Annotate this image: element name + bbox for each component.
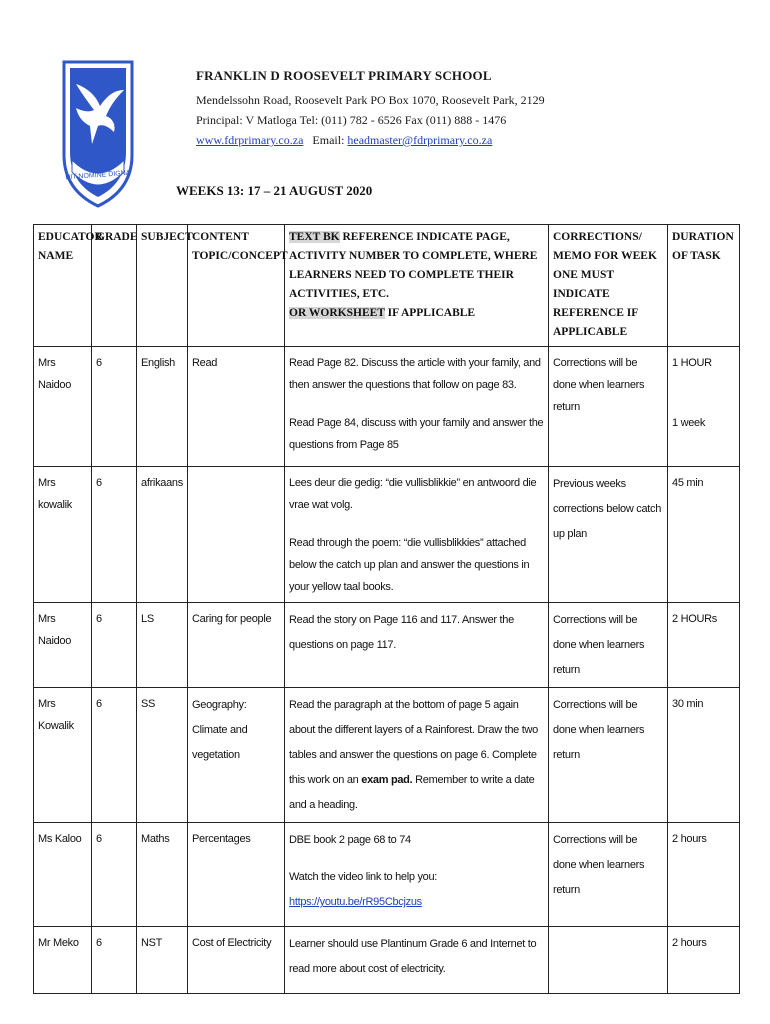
header-duration: DURATION OF TASK xyxy=(668,225,740,347)
cell-duration: 2 HOURs xyxy=(668,603,740,688)
header-worksheet-highlight: OR WORKSHEET xyxy=(289,307,385,319)
cell-corrections: Corrections will be done when learners return xyxy=(549,823,668,927)
weeks-title: WEEKS 13: 17 – 21 AUGUST 2020 xyxy=(176,183,373,198)
duration-text: 1 week xyxy=(672,417,706,429)
table-row xyxy=(34,927,740,994)
principal-contact: Principal: V Matloga Tel: (011) 782 - 6526 Fax (011) 888 - 1476 xyxy=(196,113,507,127)
cell-educator: Ms Kaloo xyxy=(34,823,92,927)
task-text: Read through the poem: “die vullisblikkies” attached below the catch up plan and answer the questions in your yellow taal books. xyxy=(289,537,530,593)
table-row xyxy=(34,467,740,603)
task-text: DBE book 2 page 68 to 74 xyxy=(289,834,411,846)
cell-duration: 30 min xyxy=(668,688,740,823)
cell-duration: 2 hours xyxy=(668,927,740,994)
task-text: Watch the video link to help you: xyxy=(289,871,438,883)
cell-subject: English xyxy=(137,347,188,467)
table-row xyxy=(34,347,740,467)
cell-corrections xyxy=(549,927,668,994)
task-text: Read Page 82. Discuss the article with your family, and then answer the questions that follow on page 83. xyxy=(289,357,541,391)
video-link[interactable]: https://youtu.be/rR95Cbcjzus xyxy=(289,896,422,908)
cell-duration xyxy=(668,347,740,467)
svg-text:DIT NOMINE DIGNA: DIT NOMINE DIGNA xyxy=(65,169,131,182)
cell-corrections: Corrections will be done when learners return xyxy=(549,688,668,823)
cell-educator: Mrs Kowalik xyxy=(34,688,92,823)
school-crest-logo xyxy=(62,60,134,210)
cell-grade: 6 xyxy=(92,347,137,467)
web-email-line xyxy=(196,130,545,150)
cell-subject: LS xyxy=(137,603,188,688)
table-row xyxy=(34,688,740,823)
cell-content: Geography: Climate and vegetation xyxy=(188,688,285,823)
header-educator: EDUCATOR NAME xyxy=(34,225,92,347)
cell-grade: 6 xyxy=(92,467,137,603)
cell-content xyxy=(188,467,285,603)
cell-subject: Maths xyxy=(137,823,188,927)
cell-subject: SS xyxy=(137,688,188,823)
duration-text: 1 HOUR xyxy=(672,357,712,369)
cell-grade: 6 xyxy=(92,927,137,994)
school-name: FRANKLIN D ROOSEVELT PRIMARY SCHOOL xyxy=(196,68,492,83)
cell-corrections: Corrections will be done when learners return xyxy=(549,347,668,467)
cell-grade: 6 xyxy=(92,603,137,688)
email-link[interactable]: headmaster@fdrprimary.co.za xyxy=(347,133,493,147)
cell-corrections: Corrections will be done when learners return xyxy=(549,603,668,688)
task-emphasis: exam pad. xyxy=(361,774,413,786)
task-text: Lees deur die gedig: “die vullisblikkie” en antwoord die vrae wat volg. xyxy=(289,477,537,511)
cell-task xyxy=(285,823,549,927)
cell-content: Caring for people xyxy=(188,603,285,688)
website-link[interactable]: www.fdrprimary.co.za xyxy=(196,133,304,147)
cell-task: Learner should use Plantinum Grade 6 and Internet to read more about cost of electricity. xyxy=(285,927,549,994)
task-text: Read the paragraph at the bottom of page 5 again about the different layers of a Rainforest. Draw the two tables and answer the questions on page 6. Complete this work on an xyxy=(289,699,538,786)
header-text-bk-highlight: TEXT BK xyxy=(289,231,340,243)
cell-corrections: Previous weeks corrections below catch up plan xyxy=(549,467,668,603)
cell-content: Percentages xyxy=(188,823,285,927)
email-label: Email: xyxy=(312,133,345,147)
header-text-bk: TEXT BK REFERENCE INDICATE PAGE, ACTIVITY NUMBER TO COMPLETE, WHERE LEARNERS NEED TO COMPLETE THEIR ACTIVITIES, ETC. OR WORKSHEET IF APPLICABLE xyxy=(285,225,549,347)
cell-educator: Mr Meko xyxy=(34,927,92,994)
letterhead xyxy=(196,68,545,150)
cell-task: Read the paragraph at the bottom of page 5 again about the different layers of a Rainforest. Draw the two tables and answer the questions on page 6. Complete this work on an exam pad. Remember to write a date and a heading. xyxy=(285,688,549,823)
cell-educator: Mrs Naidoo xyxy=(34,603,92,688)
cell-task: Read the story on Page 116 and 117. Answer the questions on page 117. xyxy=(285,603,549,688)
catch-up-plan-table xyxy=(33,224,740,994)
header-grade: GRADE xyxy=(92,225,137,347)
header-corrections: CORRECTIONS/ MEMO FOR WEEK ONE MUST INDICATE REFERENCE IF APPLICABLE xyxy=(549,225,668,347)
cell-content: Read xyxy=(188,347,285,467)
task-text: Read Page 84, discuss with your family and answer the questions from Page 85 xyxy=(289,417,544,451)
header-content: CONTENT TOPIC/CONCEPT xyxy=(188,225,285,347)
cell-subject: NST xyxy=(137,927,188,994)
cell-duration: 45 min xyxy=(668,467,740,603)
cell-content: Cost of Electricity xyxy=(188,927,285,994)
cell-educator: Mrs Naidoo xyxy=(34,347,92,467)
cell-grade: 6 xyxy=(92,823,137,927)
table-header-row xyxy=(34,225,740,347)
cell-task xyxy=(285,347,549,467)
cell-educator: Mrs kowalik xyxy=(34,467,92,603)
cell-duration: 2 hours xyxy=(668,823,740,927)
table-row xyxy=(34,823,740,927)
header-subject: SUBJECT xyxy=(137,225,188,347)
cell-grade: 6 xyxy=(92,688,137,823)
school-address: Mendelssohn Road, Roosevelt Park PO Box 1070, Roosevelt Park, 2129 xyxy=(196,93,545,107)
cell-subject: afrikaans xyxy=(137,467,188,603)
cell-task xyxy=(285,467,549,603)
table-row xyxy=(34,603,740,688)
